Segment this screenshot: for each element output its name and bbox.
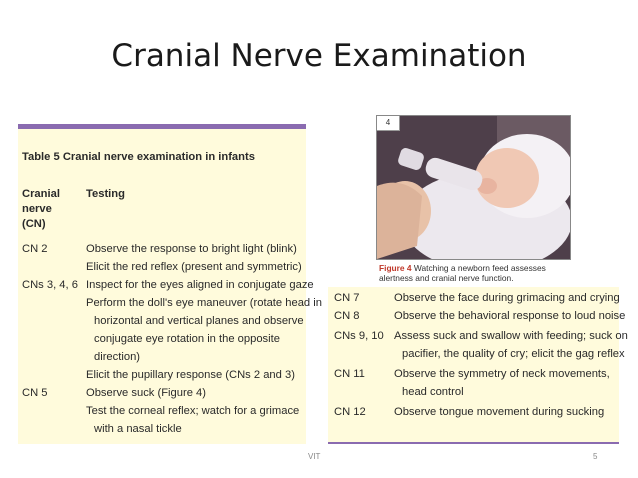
testing-text: with a nasal tickle bbox=[94, 423, 182, 435]
nerve-label: CN 5 bbox=[22, 387, 48, 399]
testing-text: Observe the face during grimacing and crying bbox=[394, 292, 620, 304]
figure-caption-label: Figure 4 bbox=[379, 263, 412, 273]
testing-text: Observe suck (Figure 4) bbox=[86, 387, 206, 399]
testing-text: Elicit the red reflex (present and symmetric) bbox=[86, 261, 302, 273]
figure-caption bbox=[379, 263, 579, 283]
page-number: 5 bbox=[593, 452, 598, 461]
nerve-label: CNs 9, 10 bbox=[334, 330, 384, 342]
nerve-label: CN 12 bbox=[334, 406, 366, 418]
testing-text: Observe the behavioral response to loud noise bbox=[394, 310, 626, 322]
testing-text: horizontal and vertical planes and observe bbox=[94, 315, 304, 327]
slide-title: Cranial Nerve Examination bbox=[111, 38, 527, 74]
testing-text: Observe the symmetry of neck movements, bbox=[394, 368, 610, 380]
figure-caption-text: Watching a newborn feed assesses alertness and cranial nerve function. bbox=[379, 263, 546, 283]
table-caption: Table 5 Cranial nerve examination in infants bbox=[22, 151, 255, 163]
testing-text: Assess suck and swallow with feeding; suck on bbox=[394, 330, 628, 342]
nerve-label: CN 8 bbox=[334, 310, 360, 322]
header-cranial-nerve: Cranial nerve (CN) bbox=[22, 188, 60, 230]
figure-number: 4 bbox=[377, 116, 400, 131]
header-testing: Testing bbox=[86, 188, 125, 200]
testing-text: Perform the doll's eye maneuver (rotate head in bbox=[86, 297, 322, 309]
testing-text: Inspect for the eyes aligned in conjugate gaze bbox=[86, 279, 314, 291]
testing-text: Elicit the pupillary response (CNs 2 and 3) bbox=[86, 369, 295, 381]
testing-text: direction) bbox=[94, 351, 141, 363]
nerve-label: CN 2 bbox=[22, 243, 48, 255]
testing-text: Observe the response to bright light (blink) bbox=[86, 243, 297, 255]
testing-text: pacifier, the quality of cry; elicit the gag reflex bbox=[402, 348, 625, 360]
newborn-feeding-photo bbox=[376, 115, 571, 260]
nerve-label: CN 7 bbox=[334, 292, 360, 304]
nerve-label: CNs 3, 4, 6 bbox=[22, 279, 78, 291]
testing-text: conjugate eye rotation in the opposite bbox=[94, 333, 280, 345]
nerve-label: CN 11 bbox=[334, 368, 365, 380]
cranial-nerve-table-continued bbox=[328, 287, 628, 444]
testing-text: head control bbox=[402, 386, 464, 398]
cranial-nerve-table bbox=[18, 124, 322, 444]
testing-text: Test the corneal reflex; watch for a grimace bbox=[86, 405, 300, 417]
footer-text: VIT bbox=[308, 452, 321, 461]
newborn-photo-illustration bbox=[377, 116, 570, 259]
testing-text: Observe tongue movement during sucking bbox=[394, 406, 605, 418]
